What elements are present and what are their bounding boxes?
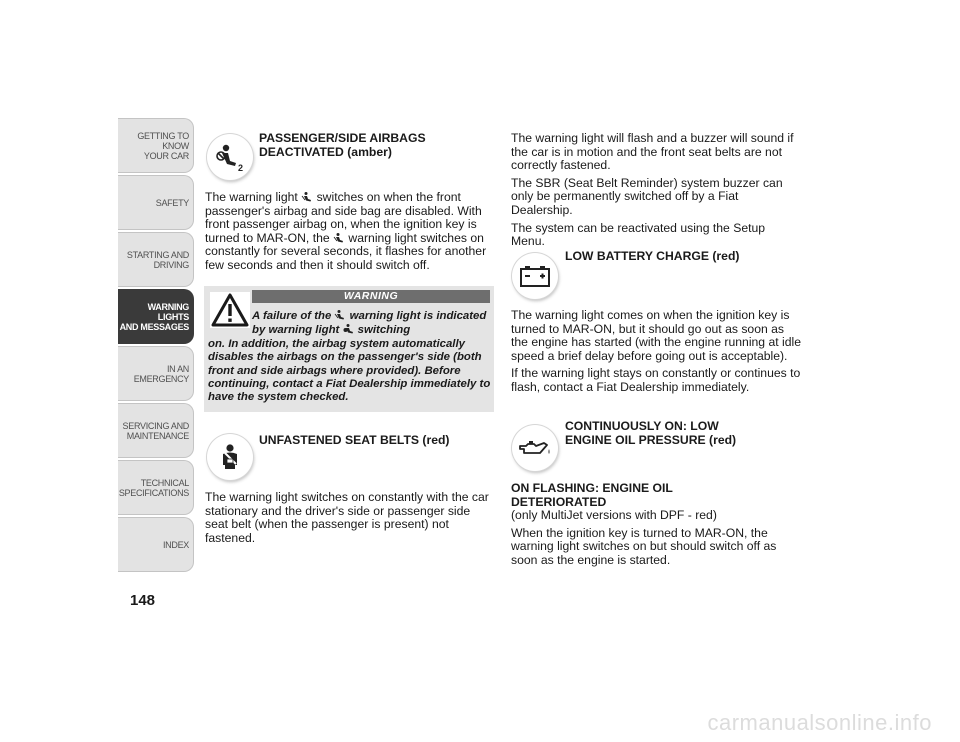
tab-safety[interactable]: SAFETY xyxy=(118,175,194,230)
tab-getting-to-know[interactable]: GETTING TO KNOW YOUR CAR xyxy=(118,118,194,173)
oil-heading: CONTINUOUSLY ON: LOW ENGINE OIL PRESSURE (red) xyxy=(565,419,737,447)
paragraph: The warning light will flash and a buzzer will sound if the car is in motion and the front seat belts are not correctly fastened. xyxy=(511,131,794,173)
seatbelt-icon xyxy=(207,434,253,480)
page-number: 148 xyxy=(130,592,156,609)
paragraph: The system can be reactivated using the Setup Menu. xyxy=(511,220,766,249)
tab-technical[interactable]: TECHNICAL SPECIFICATIONS xyxy=(118,460,194,515)
airbag-warning-inline-icon xyxy=(343,323,355,335)
paragraph: The warning light comes on when the ignition key is turned to MAR-ON, but it should go out as soon as the engine has started (with the engine running at idle speed a brief delay before going out is acceptable). xyxy=(511,308,801,363)
airbag-off-inline-icon xyxy=(334,309,346,321)
tab-warning-lights[interactable]: WARNING LIGHTS AND MESSAGES xyxy=(118,289,194,344)
warning-text: A failure of the warning light is indicated by warning light switching on. In addition, the airbag system automatically disables the airbags on the passenger's side (both front and side airbags where provided). Before continuing, contact a Fiat Dealership immediately to have the system checked. xyxy=(208,310,491,404)
paragraph: If the warning light stays on constantly or continues to flash, contact a Fiat Dealership immediately. xyxy=(511,366,801,394)
battery-icon xyxy=(512,253,558,299)
svg-text:2: 2 xyxy=(238,163,244,173)
tab-servicing[interactable]: SERVICING AND MAINTENANCE xyxy=(118,403,194,458)
airbag-paragraph: The warning light switches on when the front passenger's airbag and side bag are disabled. With front passenger airbag on, when the ignition key is turned to MAR-ON, the warning light switches on constantly for several seconds, it flashes for another few seconds and then it should switch off. xyxy=(205,190,487,272)
oil-note: (only MultiJet versions with DPF - red) xyxy=(511,508,717,522)
seatbelt-heading: UNFASTENED SEAT BELTS (red) xyxy=(259,433,450,447)
tab-index[interactable]: INDEX xyxy=(118,517,194,572)
tab-emergency[interactable]: IN AN EMERGENCY xyxy=(118,346,194,401)
paragraph: The SBR (Seat Belt Reminder) system buzzer can only be permanently switched off by a Fiat Dealership. xyxy=(511,175,783,217)
battery-text xyxy=(511,309,801,399)
seatbelt-paragraph: The warning light switches on constantly with the car stationary and the driver's side or passenger side seat belt (when the passenger is present) not fastened. xyxy=(205,490,489,545)
warning-title: WARNING xyxy=(252,290,490,303)
right-intro xyxy=(511,132,801,253)
airbag-off-inline-icon xyxy=(301,191,313,203)
oil-sub-heading: ON FLASHING: ENGINE OIL DETERIORATED xyxy=(511,481,673,509)
airbag-heading: PASSENGER/SIDE AIRBAGS DEACTIVATED (amber) xyxy=(259,131,426,159)
battery-heading: LOW BATTERY CHARGE (red) xyxy=(565,249,740,263)
oil-pressure-icon xyxy=(512,425,558,471)
oil-text xyxy=(511,509,801,571)
airbag-off-inline-icon xyxy=(333,232,345,244)
chapter-tabs xyxy=(118,118,194,574)
tab-starting-driving[interactable]: STARTING AND DRIVING xyxy=(118,232,194,287)
paragraph: When the ignition key is turned to MAR-ON, the warning light switches on but should switch off as soon as the engine is started. xyxy=(511,525,777,567)
airbag-off-icon xyxy=(207,134,253,180)
watermark: carmanualsonline.info xyxy=(707,710,932,735)
